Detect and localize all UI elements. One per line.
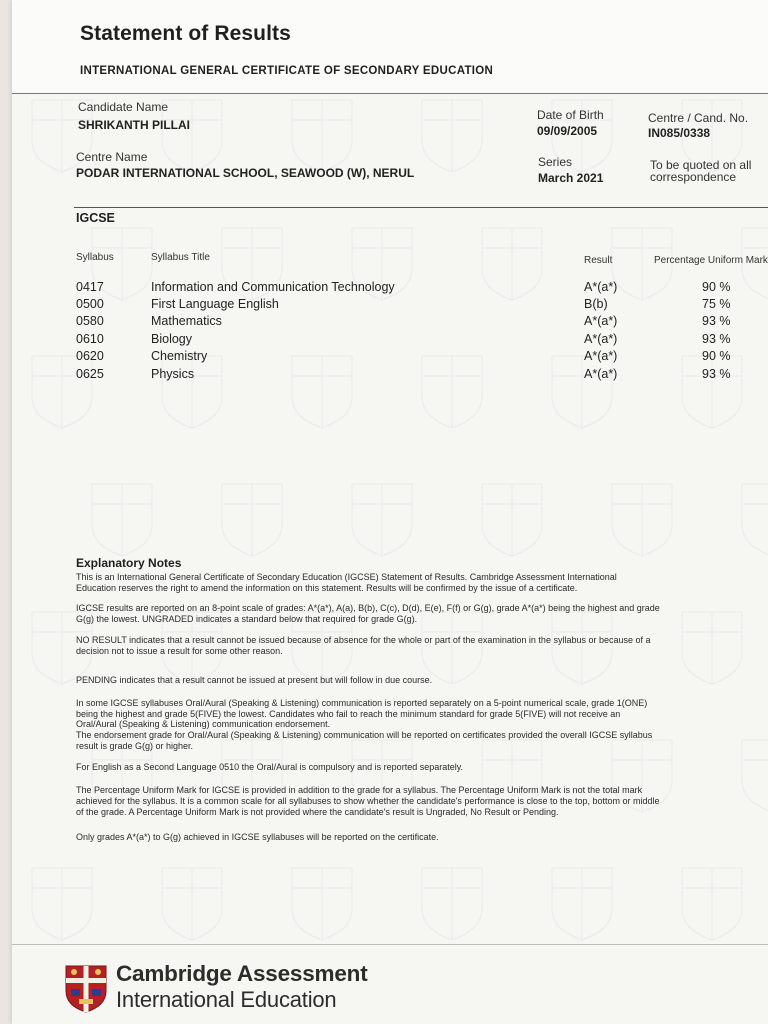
centre-name-label: Centre Name	[76, 150, 148, 164]
centre-name: PODAR INTERNATIONAL SCHOOL, SEAWOOD (W), NERUL	[76, 166, 415, 180]
note-line: NO RESULT indicates that a result cannot be issued because of absence for the whole or part of the examination in the syllabus or because of a	[76, 635, 651, 645]
col-title-header: Syllabus Title	[151, 252, 210, 263]
percentage-uniform-mark: 93 %	[702, 367, 731, 381]
header-band	[12, 0, 768, 92]
footer-divider	[12, 944, 768, 945]
page-title: Statement of Results	[80, 22, 291, 45]
syllabus-title: Mathematics	[151, 314, 222, 328]
watermark-crest	[292, 100, 352, 172]
col-pum-header: Percentage Uniform Mark	[654, 255, 768, 266]
note-line: achieved for the syllabus. It is a common scale for all syllabuses to show whether the candidate's performance is close to the top, bottom or middle	[76, 796, 660, 806]
table-row	[12, 349, 768, 367]
watermark-crest	[612, 484, 672, 556]
watermark-crest	[552, 868, 612, 940]
section-divider	[74, 207, 768, 208]
series-value: March 2021	[538, 171, 604, 185]
dob-value: 09/09/2005	[537, 124, 598, 138]
watermark-crest	[742, 484, 768, 556]
watermark-crest	[162, 100, 222, 172]
explanatory-notes-heading: Explanatory Notes	[76, 556, 182, 570]
watermark-crest	[162, 868, 222, 940]
watermark-crest	[352, 484, 412, 556]
syllabus-code: 0625	[76, 367, 104, 381]
syllabus-code: 0500	[76, 297, 104, 311]
quote-note-line1: To be quoted on all	[650, 158, 752, 172]
watermark-crest	[422, 100, 482, 172]
syllabus-code: 0610	[76, 332, 104, 346]
note-line: result is grade G(g) or higher.	[76, 741, 194, 751]
note-line: Only grades A*(a*) to G(g) achieved in IGCSE syllabuses will be reported on the certificate.	[76, 832, 439, 842]
watermark-crest	[292, 868, 352, 940]
note-line: For English as a Second Language 0510 the Oral/Aural is compulsory and is reported separately.	[76, 762, 464, 772]
syllabus-code: 0417	[76, 280, 104, 294]
result-grade: B(b)	[584, 297, 608, 311]
note-line: of the grade. A Percentage Uniform Mark is not provided where the candidate's result is Ungraded, No Result or Pending.	[76, 807, 559, 817]
note-line: IGCSE results are reported on an 8-point scale of grades: A*(a*), A(a), B(b), C(c), D(d), E(e), F(f) or G(g), grade A*(a*) being the highest and grade	[76, 603, 660, 613]
watermark-crest	[482, 484, 542, 556]
syllabus-title: Biology	[151, 332, 192, 346]
series-label: Series	[538, 155, 573, 169]
syllabus-title: First Language English	[151, 297, 279, 311]
syllabus-code: 0620	[76, 349, 104, 363]
percentage-uniform-mark: 90 %	[702, 280, 731, 294]
result-grade: A*(a*)	[584, 280, 618, 294]
table-row	[12, 332, 768, 350]
percentage-uniform-mark: 75 %	[702, 297, 731, 311]
result-grade: A*(a*)	[584, 367, 618, 381]
result-grade: A*(a*)	[584, 349, 618, 363]
candidate-name: SHRIKANTH PILLAI	[78, 118, 190, 132]
candidate-name-label: Candidate Name	[78, 100, 169, 114]
note-line: PENDING indicates that a result cannot be issued at present but will follow in due course.	[76, 675, 433, 685]
table-row	[12, 367, 768, 385]
brand-name-line2: International Education	[116, 987, 337, 1012]
syllabus-title: Physics	[151, 367, 195, 381]
percentage-uniform-mark: 93 %	[702, 332, 731, 346]
centre-cand-label: Centre / Cand. No.	[648, 111, 749, 125]
qualification-heading: IGCSE	[76, 211, 115, 225]
table-row	[12, 297, 768, 315]
table-row	[12, 314, 768, 332]
header-divider	[12, 93, 768, 94]
cambridge-shield-icon	[65, 965, 107, 1013]
note-line: Oral/Aural (Speaking & Listening) communication endorsement.	[76, 719, 331, 729]
watermark-crest	[222, 484, 282, 556]
col-result-header: Result	[584, 255, 613, 266]
result-grade: A*(a*)	[584, 314, 618, 328]
watermark-crest	[92, 484, 152, 556]
col-syllabus-header: Syllabus	[76, 252, 114, 263]
note-line: Education reserves the right to amend the information on this statement. Results will be confirmed by the issue of a certificate.	[76, 583, 578, 593]
note-line: The endorsement grade for Oral/Aural (Speaking & Listening) communication will be reported on certificates provided the overall IGCSE syllabus	[76, 730, 653, 740]
watermark-crest	[32, 868, 92, 940]
result-grade: A*(a*)	[584, 332, 618, 346]
centre-cand-value: IN085/0338	[648, 126, 711, 140]
note-line: The Percentage Uniform Mark for IGCSE is provided in addition to the grade for a syllabus. The Percentage Uniform Mark is not the total mark	[76, 785, 643, 795]
watermark-crest	[682, 868, 742, 940]
dob-label: Date of Birth	[537, 108, 604, 122]
quote-note-line2: correspondence	[650, 170, 737, 184]
syllabus-code: 0580	[76, 314, 104, 328]
syllabus-title: Information and Communication Technology	[151, 280, 395, 294]
note-line: decision not to issue a result for some other reason.	[76, 646, 283, 656]
syllabus-title: Chemistry	[151, 349, 208, 363]
note-line: being the highest and grade 5(FIVE) the lowest. Candidates who fail to reach the minimum standard for grade 5(FIVE) will not receive an	[76, 709, 621, 719]
percentage-uniform-mark: 93 %	[702, 314, 731, 328]
brand-name-line1: Cambridge Assessment	[116, 961, 368, 986]
note-line: This is an International General Certificate of Secondary Education (IGCSE) Statement of Results. Cambridge Assessment International	[76, 572, 617, 582]
note-line: G(g) the lowest. UNGRADED indicates a standard below that required for grade G(g).	[76, 614, 418, 624]
qualification-subtitle: INTERNATIONAL GENERAL CERTIFICATE OF SECONDARY EDUCATION	[80, 65, 494, 77]
note-line: In some IGCSE syllabuses Oral/Aural (Speaking & Listening) communication is reported separately on a 5-point numerical scale, grade 1(ONE)	[76, 698, 648, 708]
table-row	[12, 280, 768, 298]
statement-sheet	[12, 0, 768, 1024]
watermark-crest	[422, 868, 482, 940]
percentage-uniform-mark: 90 %	[702, 349, 731, 363]
